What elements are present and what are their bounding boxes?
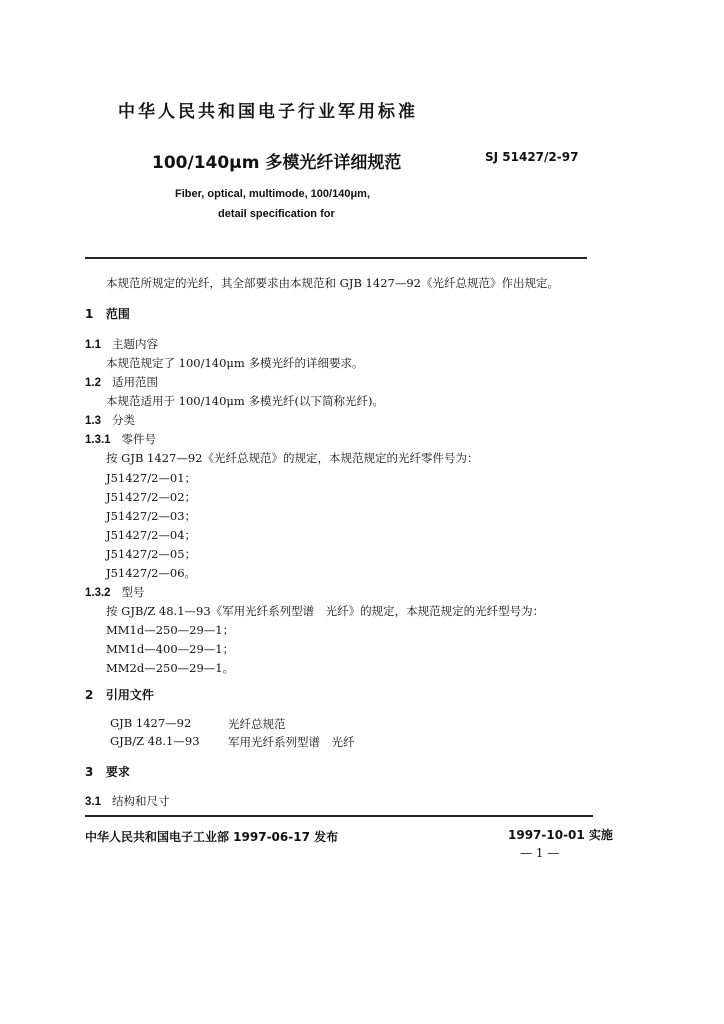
section-3-heading (85, 763, 130, 780)
section-1-3-1-body: 按 GJB 1427—92《光纤总规范》的规定，本规范规定的光纤零件号为： (106, 451, 479, 465)
part-number-item: J51427/2—05； (106, 547, 197, 561)
section-number: 1.3.1 (85, 434, 111, 446)
effective-date: 1997-10-01 实施 (508, 828, 613, 842)
section-1-3-1-heading (85, 431, 156, 447)
part-number-item: J51427/2—06。 (106, 566, 197, 580)
section-title: 结构和尺寸 (111, 794, 170, 808)
standard-code: SJ 51427/2-97 (485, 150, 579, 164)
part-number-item: J51427/2—04； (106, 528, 197, 542)
issue-statement: 中华人民共和国电子工业部 1997-06-17 发布 (85, 830, 339, 844)
standard-type-header: 中华人民共和国电子行业军用标准 (118, 102, 418, 122)
section-title: 主题内容 (111, 337, 158, 351)
header-divider (85, 257, 587, 259)
section-3-1-heading (85, 793, 169, 809)
section-title: 范围 (105, 307, 130, 321)
section-2-heading (85, 686, 154, 703)
section-1-1-body: 本规范规定了 100/140μm 多模光纤的详细要求。 (106, 356, 364, 370)
part-number-item: J51427/2—03； (106, 509, 197, 523)
model-item: MM2d—250—29—1。 (106, 661, 235, 675)
reference-code: GJB 1427—92 (110, 716, 192, 730)
section-title: 型号 (121, 585, 145, 599)
model-item: MM1d—400—29—1； (106, 642, 235, 656)
section-1-heading (85, 305, 130, 322)
part-number-item: J51427/2—01； (106, 471, 197, 485)
section-number: 1.1 (85, 339, 101, 351)
section-number: 1.3.2 (85, 587, 111, 599)
section-number: 3.1 (85, 796, 101, 808)
section-title: 分类 (111, 413, 135, 427)
section-1-2-body: 本规范适用于 100/140μm 多模光纤(以下简称光纤)。 (106, 394, 384, 408)
section-title: 要求 (105, 765, 130, 779)
section-1-2-heading (85, 374, 158, 390)
reference-name: 光纤总规范 (228, 717, 286, 731)
intro-paragraph: 本规范所规定的光纤，其全部要求由本规范和 GJB 1427—92《光纤总规范》作出规定。 (106, 276, 559, 290)
section-number: 1.3 (85, 415, 101, 427)
section-1-1-heading (85, 336, 158, 352)
part-number-item: J51427/2—02； (106, 490, 197, 504)
model-item: MM1d—250—29—1； (106, 623, 235, 637)
reference-name: 军用光纤系列型谱 光纤 (228, 735, 355, 749)
section-1-3-heading (85, 412, 135, 428)
footer-divider (85, 815, 593, 817)
section-number: 1.2 (85, 377, 101, 389)
section-number: 3 (85, 765, 94, 779)
page-number: — 1 — (520, 846, 560, 860)
reference-code: GJB/Z 48.1—93 (110, 734, 200, 748)
section-1-3-2-heading (85, 584, 145, 600)
section-number: 1 (85, 307, 94, 321)
english-title-line2: detail specification for (218, 208, 335, 220)
section-title: 引用文件 (105, 688, 154, 702)
section-1-3-2-body: 按 GJB/Z 48.1—93《军用光纤系列型谱 光纤》的规定，本规范规定的光纤型号为： (106, 604, 545, 618)
section-title: 适用范围 (111, 375, 158, 389)
section-title: 零件号 (121, 432, 157, 446)
english-title-line1: Fiber, optical, multimode, 100/140μm, (175, 188, 371, 200)
document-title: 100/140μm 多模光纤详细规范 (152, 153, 402, 173)
section-number: 2 (85, 688, 94, 702)
